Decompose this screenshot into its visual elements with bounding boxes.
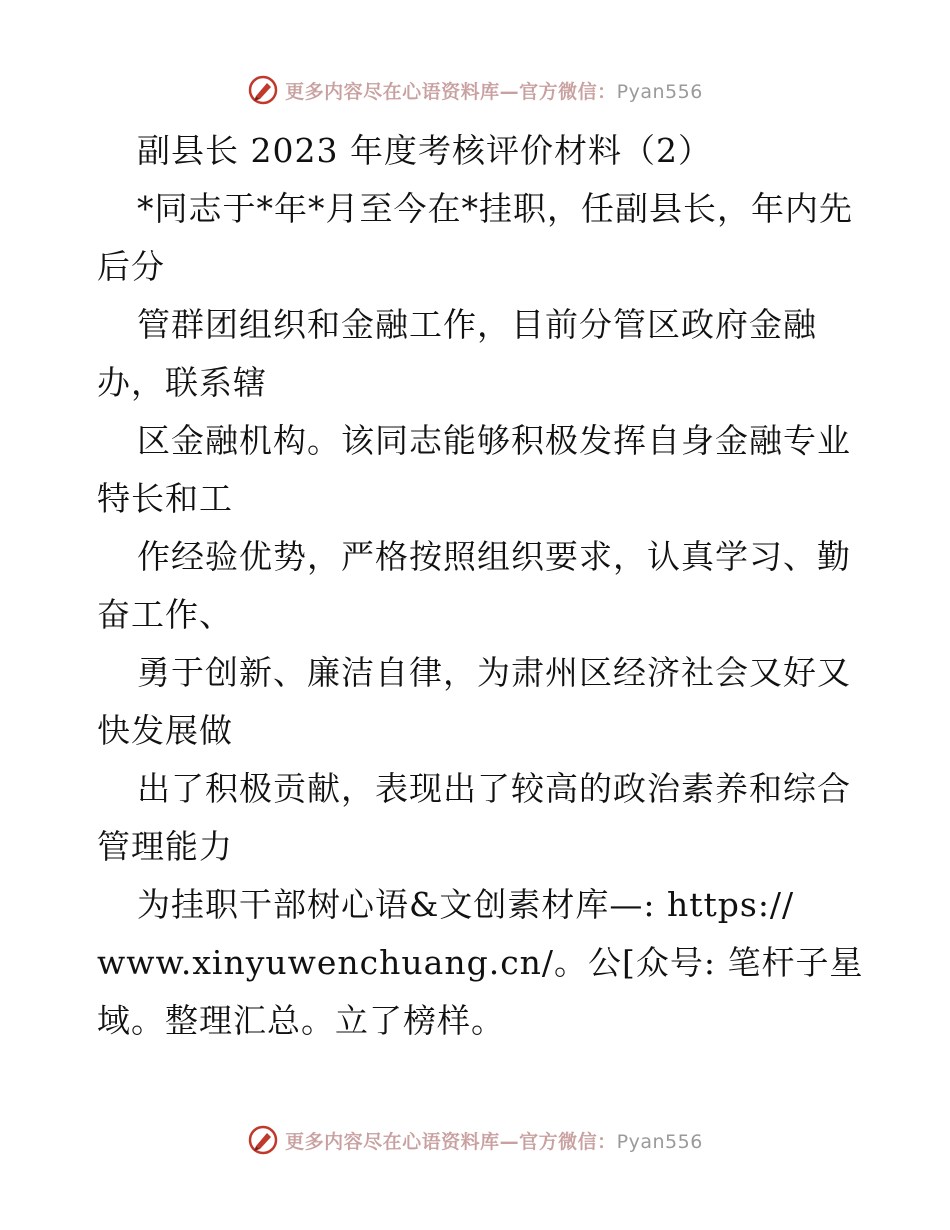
pen-logo-icon bbox=[247, 1124, 279, 1156]
document-line: www.xinyuwenchuang.cn/。公[众号: 笔杆子星 bbox=[97, 943, 864, 982]
document-line: 为挂职干部树心语&文创素材库—: https:// bbox=[137, 885, 795, 924]
banner-text bbox=[285, 1127, 703, 1154]
document-line: 区金融机构。该同志能够积极发挥自身金融专业 bbox=[137, 421, 851, 460]
banner-wechat-id: Pyan556 bbox=[616, 80, 703, 103]
document-line: 副县长 2023 年度考核评价材料（2） bbox=[137, 131, 712, 170]
document-line: 快发展做 bbox=[97, 711, 233, 750]
pen-logo-icon bbox=[247, 74, 279, 106]
footer-watermark-banner bbox=[0, 1120, 950, 1160]
document-line: 管群团组织和金融工作，目前分管区政府金融 bbox=[137, 305, 817, 344]
banner-slogan: 更多内容尽在心语资料库—官方微信： bbox=[285, 80, 617, 103]
document-line: 奋工作、 bbox=[97, 595, 233, 634]
banner-slogan: 更多内容尽在心语资料库—官方微信： bbox=[285, 1130, 617, 1153]
header-watermark-banner bbox=[0, 70, 950, 110]
document-line: 勇于创新、廉洁自律，为肃州区经济社会又好又 bbox=[137, 653, 851, 692]
document-line: *同志于*年*月至今在*挂职，任副县长，年内先 bbox=[137, 189, 853, 228]
document-body bbox=[97, 122, 864, 1050]
document-line: 域。整理汇总。立了榜样。 bbox=[97, 1001, 505, 1040]
document-line: 出了积极贡献，表现出了较高的政治素养和综合 bbox=[137, 769, 851, 808]
document-line: 特长和工 bbox=[97, 479, 233, 518]
document-line: 管理能力 bbox=[97, 827, 233, 866]
banner-text bbox=[285, 77, 703, 104]
document-line: 作经验优势，严格按照组织要求，认真学习、勤 bbox=[137, 537, 851, 576]
document-line: 办，联系辖 bbox=[97, 363, 267, 402]
banner-wechat-id: Pyan556 bbox=[616, 1130, 703, 1153]
document-line: 后分 bbox=[97, 247, 165, 286]
